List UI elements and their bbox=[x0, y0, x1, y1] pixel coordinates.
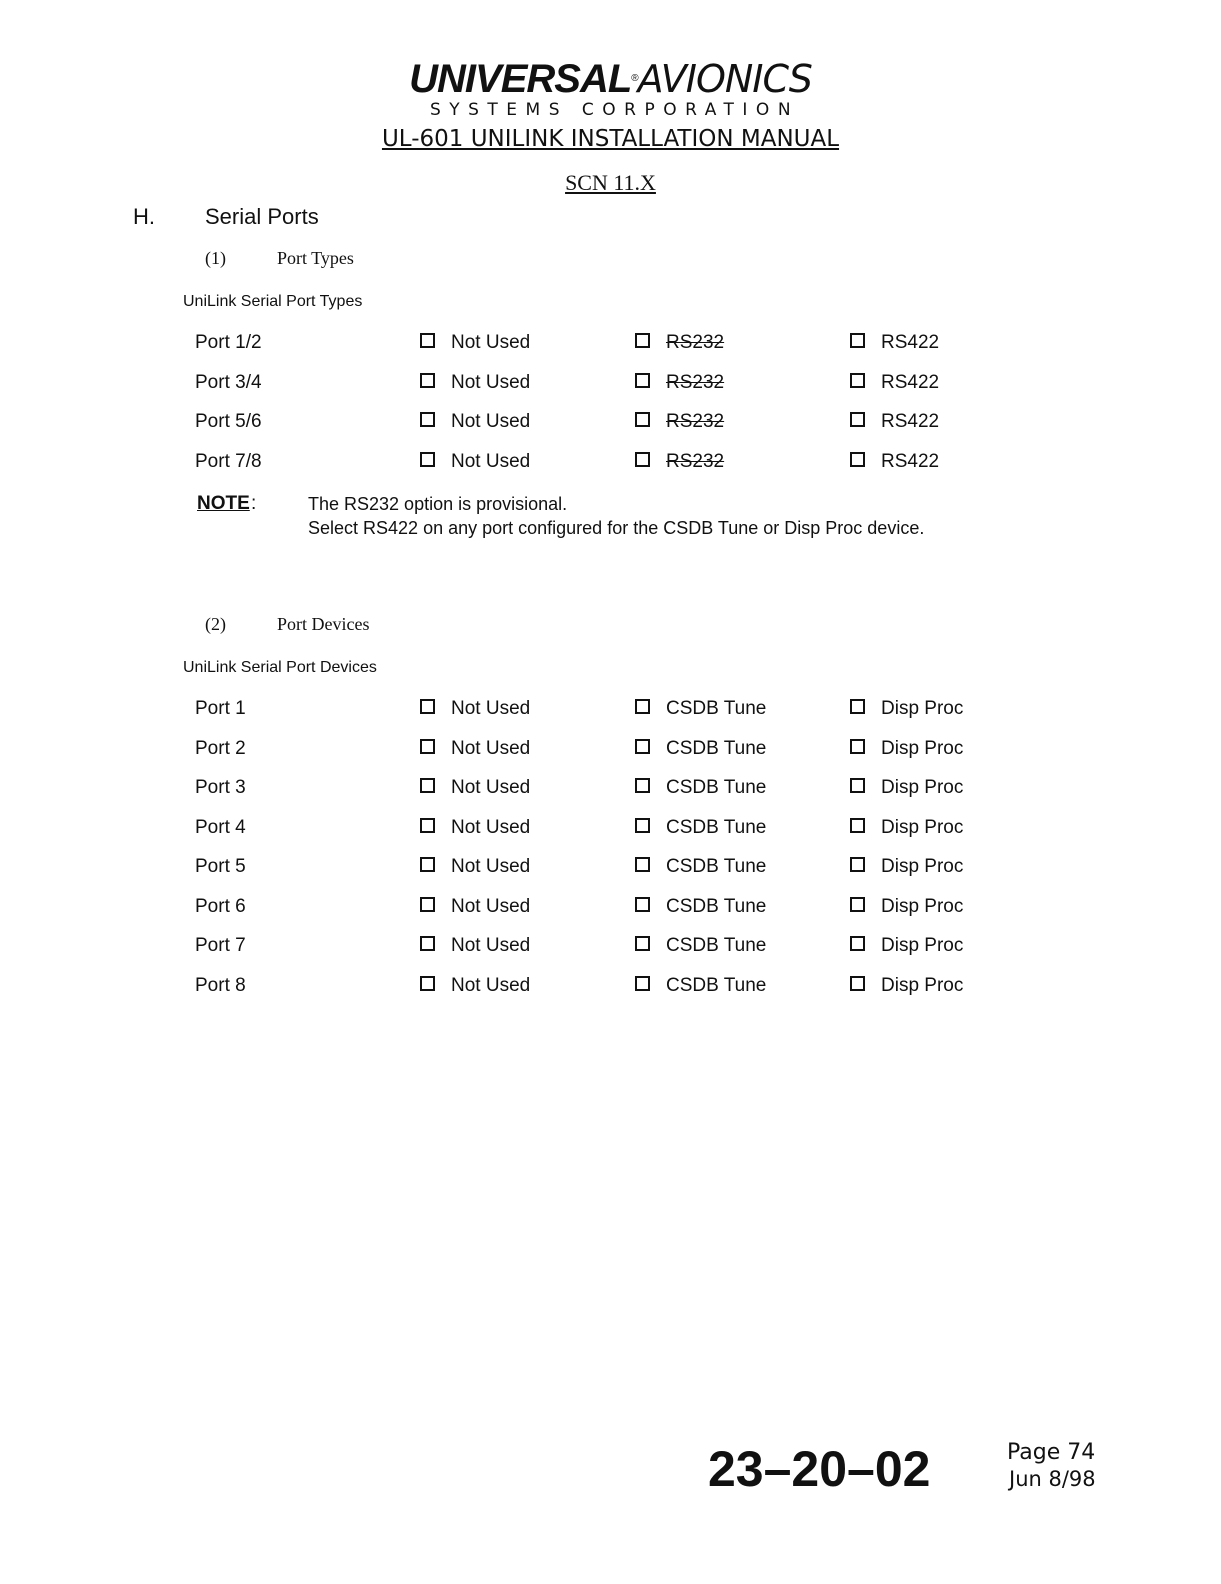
subsection-number-port-devices: (2) bbox=[205, 614, 226, 634]
option-label: Not Used bbox=[451, 974, 531, 996]
option-label: CSDB Tune bbox=[666, 935, 767, 956]
option-label: Disp Proc bbox=[881, 816, 964, 838]
checkbox-icon[interactable] bbox=[635, 699, 650, 714]
logo-universal: UNIVERSAL bbox=[409, 57, 632, 101]
port-option[interactable] bbox=[635, 411, 724, 433]
port-row bbox=[195, 451, 1055, 477]
checkbox-icon[interactable] bbox=[635, 976, 650, 991]
option-label: Disp Proc bbox=[881, 974, 964, 996]
option-label: CSDB Tune bbox=[666, 816, 767, 838]
port-devices-caption: UniLink Serial Port Devices bbox=[183, 659, 377, 676]
option-label: Disp Proc bbox=[881, 777, 964, 798]
logo-wordmark bbox=[0, 58, 1221, 100]
port-row bbox=[195, 975, 1055, 1001]
logo-avionics: AVIONICS bbox=[637, 57, 812, 101]
option-label: RS232 bbox=[666, 450, 725, 472]
port-label: Port 5 bbox=[195, 856, 246, 877]
port-option[interactable] bbox=[850, 975, 963, 997]
option-label: Not Used bbox=[451, 816, 531, 838]
checkbox-icon[interactable] bbox=[635, 333, 650, 348]
port-option[interactable] bbox=[420, 777, 530, 799]
port-option[interactable] bbox=[420, 451, 530, 473]
checkbox-icon[interactable] bbox=[850, 857, 865, 872]
checkbox-icon[interactable] bbox=[420, 818, 435, 833]
logo-subtitle: SYSTEMS CORPORATION bbox=[429, 100, 800, 120]
option-label: CSDB Tune bbox=[666, 698, 767, 719]
footer-chapter-code: 23–20–02 bbox=[708, 1441, 931, 1497]
port-option[interactable] bbox=[850, 738, 963, 760]
port-row bbox=[195, 817, 1055, 843]
checkbox-icon[interactable] bbox=[850, 452, 865, 467]
port-option[interactable] bbox=[635, 856, 766, 878]
option-label: CSDB Tune bbox=[666, 895, 767, 917]
port-row bbox=[195, 856, 1055, 882]
checkbox-icon[interactable] bbox=[850, 333, 865, 348]
checkbox-icon[interactable] bbox=[850, 699, 865, 714]
checkbox-icon[interactable] bbox=[420, 936, 435, 951]
footer-page-number: Page 74 bbox=[1007, 1440, 1096, 1465]
port-option[interactable] bbox=[635, 817, 766, 839]
port-row bbox=[195, 332, 1055, 358]
checkbox-icon[interactable] bbox=[420, 857, 435, 872]
port-label: Port 5/6 bbox=[195, 411, 262, 432]
option-label: Not Used bbox=[451, 856, 531, 877]
checkbox-icon[interactable] bbox=[850, 897, 865, 912]
port-option[interactable] bbox=[420, 856, 530, 878]
port-row bbox=[195, 411, 1055, 437]
checkbox-icon[interactable] bbox=[850, 373, 865, 388]
note-line-2: Select RS422 on any port configured for the CSDB Tune or Disp Proc device. bbox=[308, 518, 925, 538]
port-option[interactable] bbox=[635, 896, 766, 918]
option-label: Not Used bbox=[451, 411, 531, 432]
option-label: Not Used bbox=[451, 737, 531, 759]
subsection-title-port-types: Port Types bbox=[277, 248, 354, 268]
port-option[interactable] bbox=[420, 896, 530, 918]
checkbox-icon[interactable] bbox=[635, 412, 650, 427]
option-label: Disp Proc bbox=[881, 856, 964, 877]
port-option[interactable] bbox=[635, 451, 724, 473]
checkbox-icon[interactable] bbox=[420, 739, 435, 754]
option-label: CSDB Tune bbox=[666, 856, 767, 877]
port-option[interactable] bbox=[420, 698, 530, 720]
option-label: Not Used bbox=[451, 935, 531, 956]
option-label: Not Used bbox=[451, 450, 531, 472]
checkbox-icon[interactable] bbox=[850, 818, 865, 833]
port-row bbox=[195, 935, 1055, 961]
note-colon: : bbox=[251, 493, 257, 514]
port-label: Port 3 bbox=[195, 777, 246, 798]
option-label: RS422 bbox=[881, 411, 940, 432]
checkbox-icon[interactable] bbox=[420, 897, 435, 912]
section-letter: H. bbox=[133, 204, 155, 229]
checkbox-icon[interactable] bbox=[420, 412, 435, 427]
note-label: NOTE bbox=[197, 493, 250, 514]
port-option[interactable] bbox=[635, 935, 766, 957]
port-option[interactable] bbox=[850, 372, 939, 394]
option-label: CSDB Tune bbox=[666, 737, 767, 759]
option-label: Not Used bbox=[451, 371, 531, 393]
option-label: Disp Proc bbox=[881, 698, 964, 719]
port-label: Port 8 bbox=[195, 974, 246, 996]
port-label: Port 6 bbox=[195, 895, 246, 917]
port-option[interactable] bbox=[635, 738, 766, 760]
section-title: Serial Ports bbox=[205, 204, 319, 229]
port-option[interactable] bbox=[850, 411, 939, 433]
port-option[interactable] bbox=[420, 975, 530, 997]
option-label: RS232 bbox=[666, 411, 725, 432]
port-option[interactable] bbox=[850, 698, 963, 720]
port-option[interactable] bbox=[420, 372, 530, 394]
port-label: Port 4 bbox=[195, 816, 246, 838]
port-option[interactable] bbox=[635, 777, 766, 799]
port-row bbox=[195, 372, 1055, 398]
manual-title: UL-601 UNILINK INSTALLATION MANUAL bbox=[381, 126, 840, 152]
checkbox-icon[interactable] bbox=[635, 373, 650, 388]
port-label: Port 7 bbox=[195, 935, 246, 956]
option-label: CSDB Tune bbox=[666, 974, 767, 996]
port-option[interactable] bbox=[850, 451, 939, 473]
port-option[interactable] bbox=[850, 856, 963, 878]
checkbox-icon[interactable] bbox=[420, 333, 435, 348]
port-label: Port 3/4 bbox=[195, 371, 262, 393]
scn-label: SCN 11.X bbox=[565, 170, 656, 195]
port-label: Port 2 bbox=[195, 737, 246, 759]
port-option[interactable] bbox=[850, 896, 963, 918]
logo-registered-mark: ® bbox=[631, 73, 638, 84]
port-option[interactable] bbox=[635, 332, 724, 354]
subsection-number-port-types: (1) bbox=[205, 248, 226, 268]
port-option[interactable] bbox=[850, 935, 963, 957]
option-label: RS422 bbox=[881, 332, 940, 353]
checkbox-icon[interactable] bbox=[420, 699, 435, 714]
port-option[interactable] bbox=[420, 332, 530, 354]
checkbox-icon[interactable] bbox=[635, 778, 650, 793]
checkbox-icon[interactable] bbox=[850, 412, 865, 427]
company-logo bbox=[0, 58, 1221, 120]
checkbox-icon[interactable] bbox=[420, 452, 435, 467]
option-label: Disp Proc bbox=[881, 737, 964, 759]
subsection-title-port-devices: Port Devices bbox=[277, 614, 370, 634]
port-option[interactable] bbox=[420, 935, 530, 957]
port-label: Port 7/8 bbox=[195, 450, 262, 472]
option-label: RS232 bbox=[666, 332, 725, 353]
port-row bbox=[195, 698, 1055, 724]
port-types-caption: UniLink Serial Port Types bbox=[183, 293, 363, 310]
port-option[interactable] bbox=[635, 975, 766, 997]
checkbox-icon[interactable] bbox=[635, 818, 650, 833]
port-row bbox=[195, 738, 1055, 764]
option-label: Not Used bbox=[451, 895, 531, 917]
checkbox-icon[interactable] bbox=[850, 936, 865, 951]
checkbox-icon[interactable] bbox=[635, 857, 650, 872]
checkbox-icon[interactable] bbox=[635, 452, 650, 467]
port-row bbox=[195, 777, 1055, 803]
option-label: Not Used bbox=[451, 698, 531, 719]
note-line-1: The RS232 option is provisional. bbox=[308, 494, 568, 514]
port-option[interactable] bbox=[420, 411, 530, 433]
option-label: Not Used bbox=[451, 777, 531, 798]
option-label: RS422 bbox=[881, 450, 940, 472]
port-option[interactable] bbox=[420, 738, 530, 760]
port-option[interactable] bbox=[850, 777, 963, 799]
checkbox-icon[interactable] bbox=[850, 778, 865, 793]
checkbox-icon[interactable] bbox=[850, 739, 865, 754]
checkbox-icon[interactable] bbox=[420, 976, 435, 991]
port-option[interactable] bbox=[635, 372, 724, 394]
checkbox-icon[interactable] bbox=[420, 373, 435, 388]
port-option[interactable] bbox=[420, 817, 530, 839]
checkbox-icon[interactable] bbox=[635, 897, 650, 912]
port-option[interactable] bbox=[850, 332, 939, 354]
checkbox-icon[interactable] bbox=[635, 936, 650, 951]
port-option[interactable] bbox=[635, 698, 766, 720]
option-label: Disp Proc bbox=[881, 895, 964, 917]
checkbox-icon[interactable] bbox=[635, 739, 650, 754]
option-label: CSDB Tune bbox=[666, 777, 767, 798]
port-label: Port 1 bbox=[195, 698, 246, 719]
footer-date: Jun 8/98 bbox=[1009, 1467, 1096, 1491]
checkbox-icon[interactable] bbox=[420, 778, 435, 793]
option-label: RS232 bbox=[666, 371, 725, 393]
port-row bbox=[195, 896, 1055, 922]
option-label: RS422 bbox=[881, 371, 940, 393]
port-label: Port 1/2 bbox=[195, 332, 262, 353]
option-label: Disp Proc bbox=[881, 935, 964, 956]
checkbox-icon[interactable] bbox=[850, 976, 865, 991]
option-label: Not Used bbox=[451, 332, 531, 353]
port-option[interactable] bbox=[850, 817, 963, 839]
